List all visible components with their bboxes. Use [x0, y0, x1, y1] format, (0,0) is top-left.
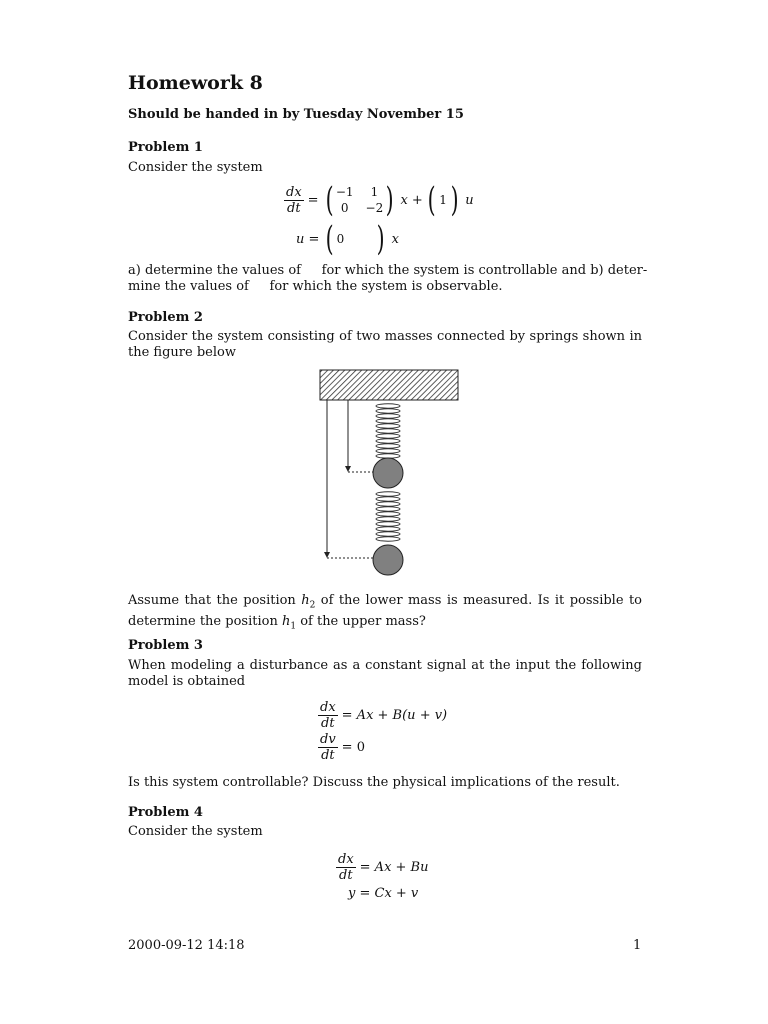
matrix-b: 1: [439, 193, 447, 207]
page-number: 1: [633, 938, 642, 953]
footer-timestamp: 2000-09-12 14:18: [128, 938, 245, 953]
problem-3-equation-1: $\frac{dx}{dt}$ = Ax + B(u + v): [320, 700, 448, 731]
problem-3-equation-2: $\frac{dv}{dt}$ = 0: [320, 732, 365, 763]
due-date: Should be handed in by Tuesday November 15: [128, 107, 464, 122]
page-title: Homework 8: [128, 72, 263, 94]
derivative-fraction: $\frac{dx}{dt}$: [286, 184, 302, 216]
problem-1-question-line2: mine the values of for which the system is observable.: [128, 279, 503, 294]
matrix-c: 0: [336, 232, 345, 246]
upper-mass: [373, 458, 403, 488]
problem-4-heading: Problem 4: [128, 805, 203, 820]
problem-3-heading: Problem 3: [128, 638, 203, 653]
problem-1-heading: Problem 1: [128, 140, 203, 155]
problem-2-heading: Problem 2: [128, 310, 203, 325]
problem-4-equation-1: $\frac{dx}{dt}$ = Ax + Bu: [338, 852, 429, 883]
ceiling: [320, 370, 458, 400]
problem-4-equation-2: y = Cx + v: [348, 886, 419, 901]
lower-spring: [376, 492, 400, 541]
problem-1-output-equation: u = ( 0 ) x: [296, 219, 399, 259]
problem-3-text: When modeling a disturbance as a constant signal at the input the following model is obtained: [128, 658, 642, 689]
problem-3-question: Is this system controllable? Discuss the physical implications of the result.: [128, 775, 620, 790]
upper-spring: [376, 404, 400, 458]
problem-4-intro: Consider the system: [128, 824, 263, 839]
problem-2-question: Assume that the position $h_2$ of the lower mass is measured. Is it possible to determine the position $h_1$ of the upper mass?: [128, 593, 642, 632]
lower-mass: [373, 545, 403, 575]
problem-1-intro: Consider the system: [128, 160, 263, 175]
problem-1-state-equation: $\frac{dx}{dt}$ = ( −1 1 0 −2 ) x + ( 1 ) u: [286, 180, 474, 220]
problem-2-text: Consider the system consisting of two masses connected by springs shown in the figure below: [128, 329, 642, 360]
problem-1-question-line1: a) determine the values of for which the system is controllable and b) deter-: [128, 263, 648, 278]
matrix-a: −1 1 0 −2: [335, 185, 384, 215]
two-mass-spring-figure: [318, 368, 462, 580]
